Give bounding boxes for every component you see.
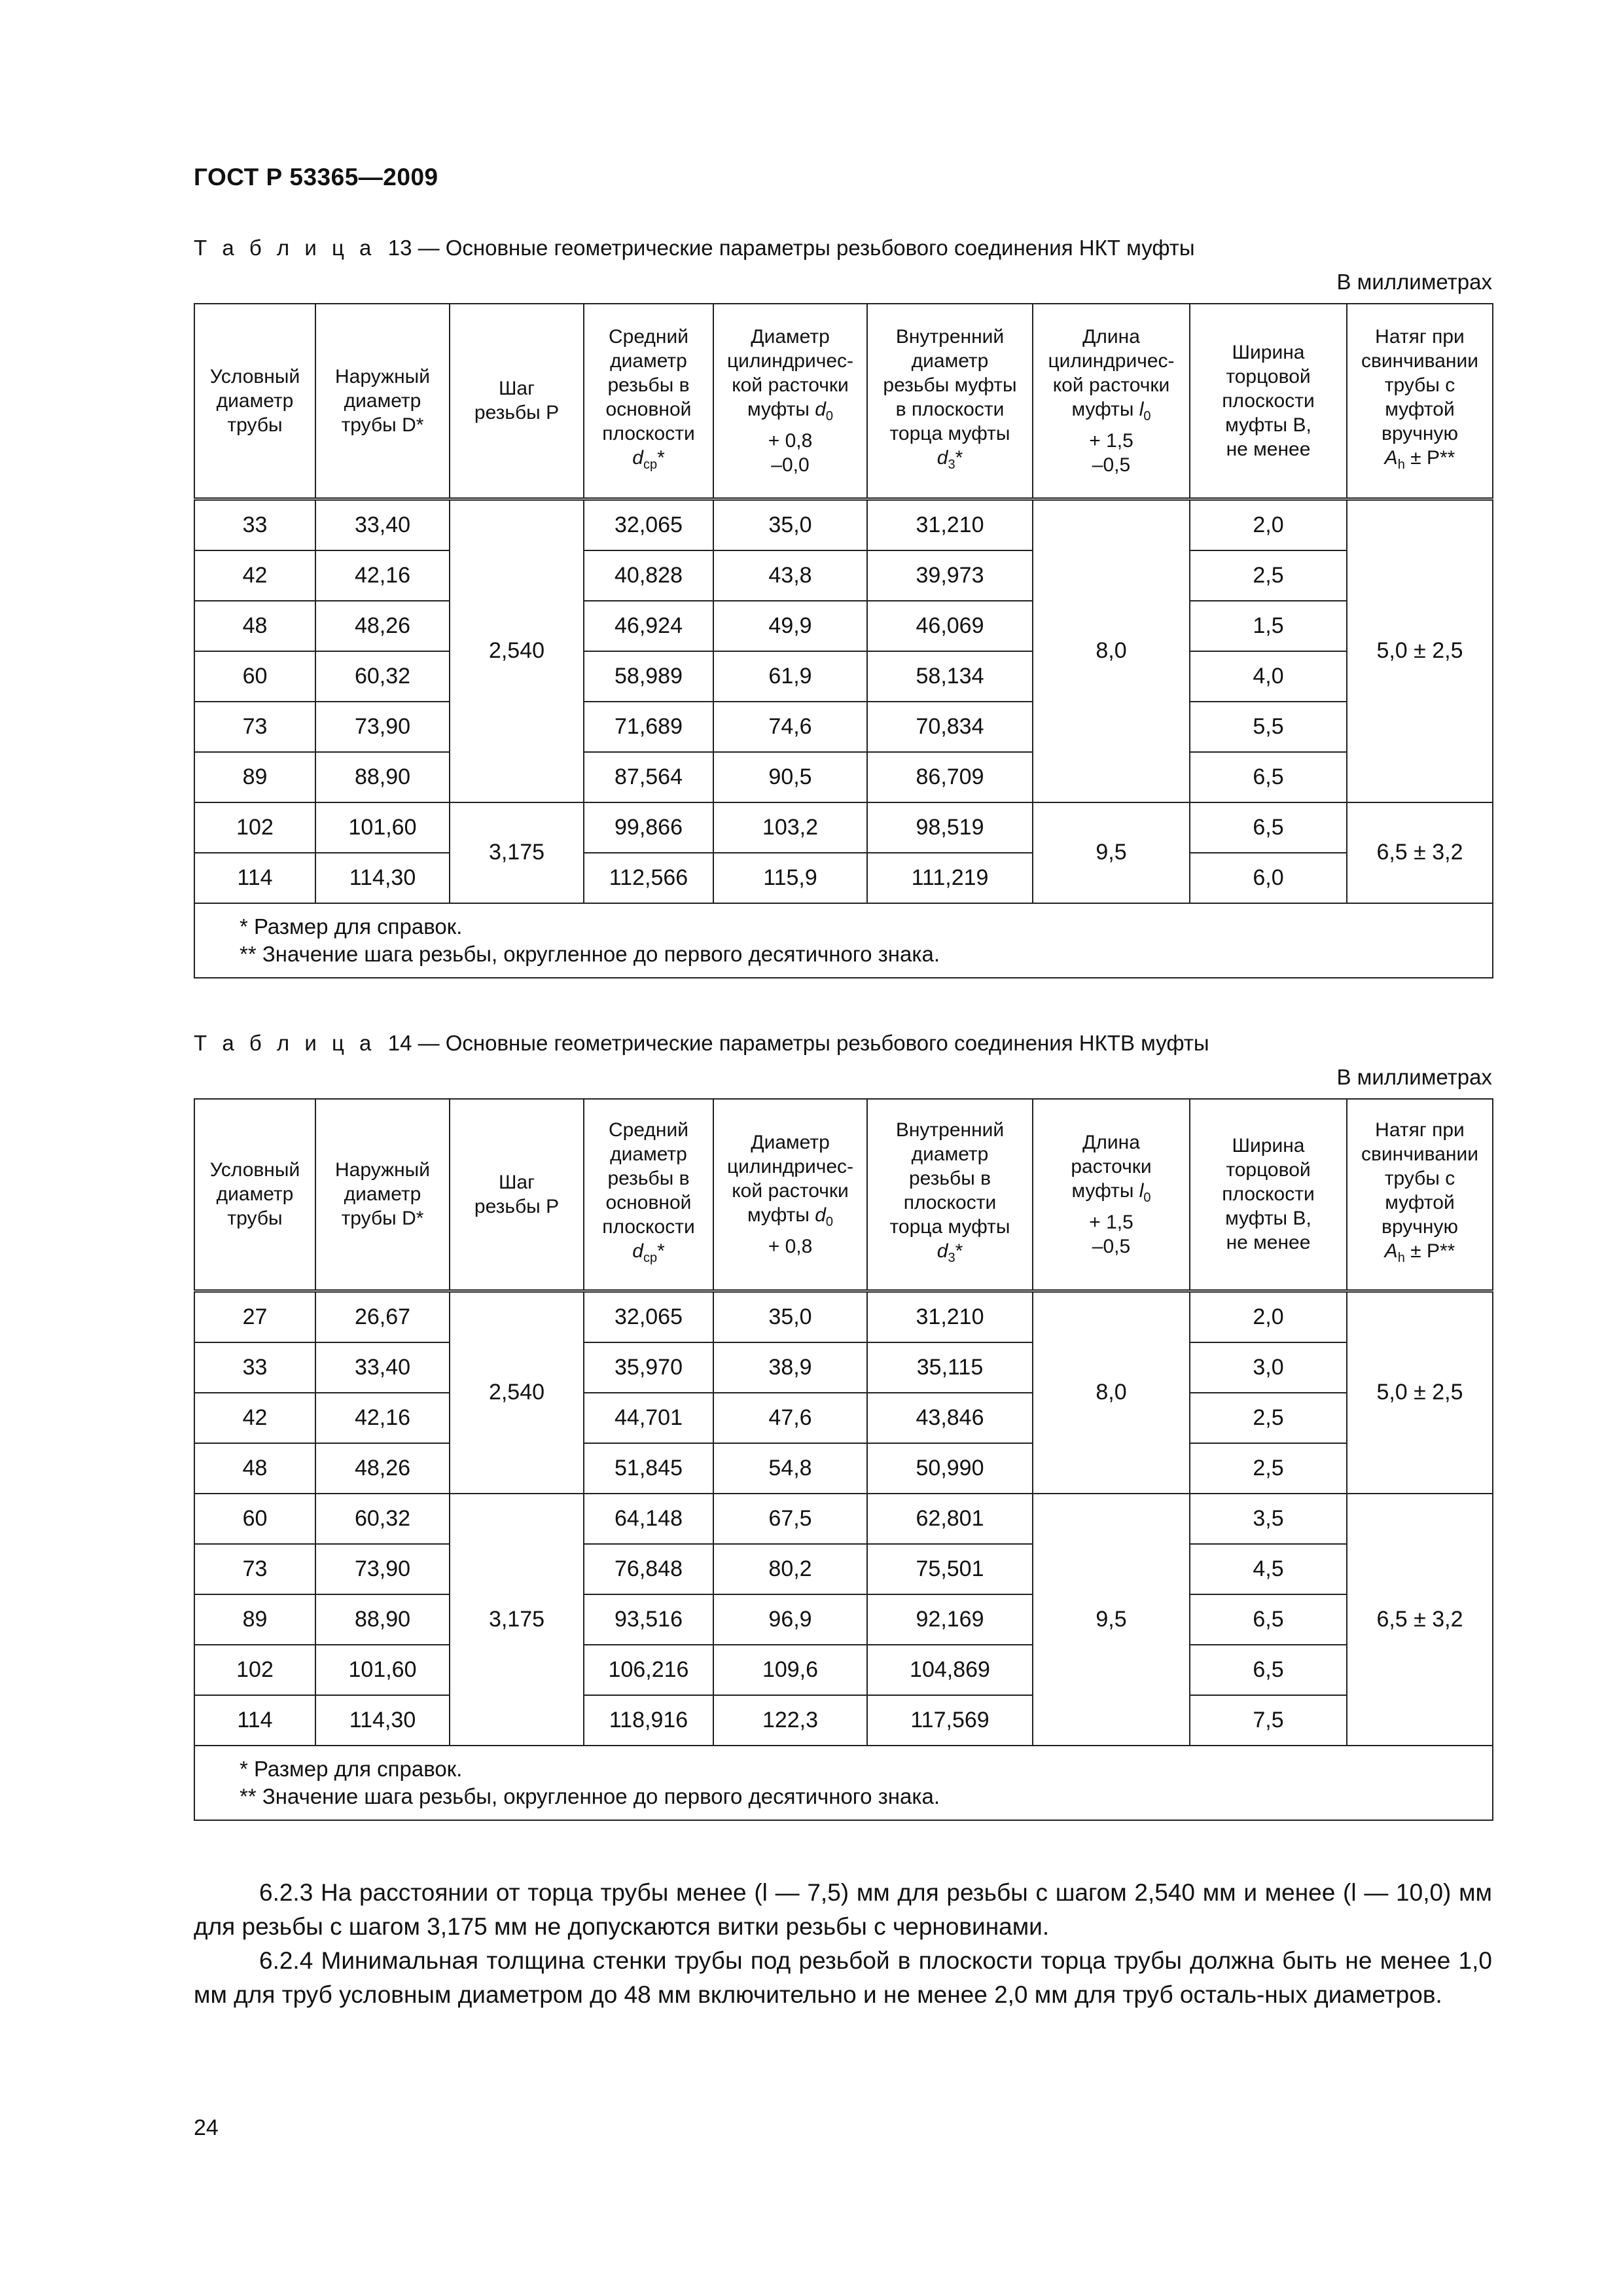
cell-pitch: 3,175 [450, 1494, 584, 1746]
cell-outer: 60,32 [315, 1494, 450, 1544]
cell-outer: 73,90 [315, 1544, 450, 1594]
header-line: муфтой [1385, 398, 1455, 420]
cell-face-width: 2,0 [1190, 499, 1347, 550]
table14-units: В миллиметрах [1336, 1065, 1492, 1089]
table-row [194, 752, 1493, 802]
header-line: трубы D* [341, 1208, 424, 1230]
cell-inner: 39,973 [867, 550, 1033, 601]
cell-nominal: 73 [194, 702, 315, 752]
cell-outer: 33,40 [315, 1342, 450, 1393]
table-footnotes [194, 1746, 1493, 1820]
header-line: основной [605, 1192, 692, 1214]
header-line: диаметр [344, 1183, 421, 1206]
cell-inner: 70,834 [867, 702, 1033, 752]
cell-outer: 114,30 [315, 1695, 450, 1746]
table-row [194, 1443, 1493, 1494]
cell-outer: 101,60 [315, 1645, 450, 1695]
cell-outer: 88,90 [315, 1594, 450, 1645]
cell-face-width: 2,0 [1190, 1291, 1347, 1342]
table-row [194, 1393, 1493, 1443]
cell-inner: 46,069 [867, 601, 1033, 651]
cell-bore: 109,6 [713, 1645, 867, 1695]
cell-mean: 118,916 [584, 1695, 713, 1746]
cell-outer: 114,30 [315, 853, 450, 903]
cell-outer: 73,90 [315, 702, 450, 752]
header-line: плоскости [1222, 389, 1315, 412]
cell-mean: 44,701 [584, 1393, 713, 1443]
table-row [194, 1494, 1493, 1544]
table-row [194, 651, 1493, 702]
header-line: торцовой [1226, 1159, 1311, 1181]
table13-caption [194, 236, 1195, 260]
header-line: Длина [1082, 325, 1140, 348]
header-line: Средний [609, 325, 688, 348]
cell-interference: 6,5 ± 3,2 [1347, 802, 1493, 903]
cell-nominal: 89 [194, 752, 315, 802]
header-line: Шаг [498, 1171, 535, 1193]
table-row [194, 499, 1493, 550]
cell-mean: 71,689 [584, 702, 713, 752]
header-line: диаметр [911, 1143, 989, 1166]
header-line: свинчивании [1361, 1143, 1479, 1166]
header-line: Ширина [1232, 341, 1305, 363]
header-line: $A_h \pm P**$ [1384, 1240, 1455, 1266]
cell-bore: 74,6 [713, 702, 867, 752]
cell-face-width: 4,0 [1190, 651, 1347, 702]
cell-inner: 86,709 [867, 752, 1033, 802]
table14-caption [194, 1031, 1209, 1056]
cell-inner: 75,501 [867, 1544, 1033, 1594]
cell-face-width: 7,5 [1190, 1695, 1347, 1746]
header-line: Условный [209, 1159, 300, 1181]
table-row [194, 1645, 1493, 1695]
cell-face-width: 6,5 [1190, 802, 1347, 853]
cell-pitch: 3,175 [450, 802, 584, 903]
cell-bore: 38,9 [713, 1342, 867, 1393]
cell-face-width: 2,5 [1190, 1393, 1347, 1443]
header-line: + 0,8 [768, 429, 813, 452]
cell-inner: 62,801 [867, 1494, 1033, 1544]
table13-caption-prefix: Т а б л и ц а [194, 236, 376, 260]
table-row [194, 1291, 1493, 1342]
header-line: –0,0 [771, 454, 810, 476]
cell-bore-length: 8,0 [1033, 1291, 1190, 1494]
table-row [194, 853, 1493, 903]
col-bore-length [1033, 304, 1190, 499]
cell-outer: 42,16 [315, 550, 450, 601]
footnote: * Размер для справок. [240, 1756, 463, 1781]
header-line: резьбы P [474, 1195, 560, 1217]
cell-outer: 33,40 [315, 499, 450, 550]
header-line: трубы D* [341, 414, 424, 436]
header-line: муфты $l_0$ [1071, 1179, 1151, 1205]
cell-nominal: 48 [194, 601, 315, 651]
cell-face-width: 5,5 [1190, 702, 1347, 752]
cell-face-width: 2,5 [1190, 550, 1347, 601]
cell-mean: 46,924 [584, 601, 713, 651]
table13 [194, 303, 1493, 978]
cell-bore-length: 9,5 [1033, 1494, 1190, 1746]
header-line: $d_3*$ [936, 1240, 963, 1266]
cell-bore: 49,9 [713, 601, 867, 651]
cell-mean: 40,828 [584, 550, 713, 601]
cell-face-width: 4,5 [1190, 1544, 1347, 1594]
cell-nominal: 73 [194, 1544, 315, 1594]
cell-nominal: 89 [194, 1594, 315, 1645]
cell-face-width: 3,0 [1190, 1342, 1347, 1393]
cell-nominal: 60 [194, 1494, 315, 1544]
header-line: Натяг при [1375, 1119, 1465, 1141]
cell-nominal: 60 [194, 651, 315, 702]
header-line: резьбы муфты [883, 374, 1017, 396]
col-thread-pitch [450, 304, 584, 499]
header-line: муфты B, [1225, 1208, 1311, 1230]
cell-outer: 26,67 [315, 1291, 450, 1342]
header-line: диаметр [610, 350, 687, 372]
header-line: цилиндричес- [726, 350, 854, 372]
header-line: трубы с [1384, 1168, 1455, 1190]
cell-outer: 101,60 [315, 802, 450, 853]
cell-inner: 43,846 [867, 1393, 1033, 1443]
header-line: $d_{ср}*$ [632, 446, 665, 472]
cell-bore-length: 9,5 [1033, 802, 1190, 903]
cell-face-width: 6,5 [1190, 1645, 1347, 1695]
cell-face-width: 6,5 [1190, 752, 1347, 802]
header-line: торца муфты [889, 422, 1010, 444]
col-outer-diameter [315, 1099, 450, 1291]
header-line: резьбы в [908, 1168, 991, 1190]
header-line: –0,5 [1092, 1235, 1131, 1257]
header-line: Длина [1082, 1131, 1140, 1153]
col-thread-pitch [450, 1099, 584, 1291]
col-mean-diameter [584, 304, 713, 499]
cell-mean: 99,866 [584, 802, 713, 853]
cell-nominal: 27 [194, 1291, 315, 1342]
header-line: + 1,5 [1089, 1211, 1133, 1233]
cell-face-width: 2,5 [1190, 1443, 1347, 1494]
cell-nominal: 33 [194, 1342, 315, 1393]
cell-bore: 115,9 [713, 853, 867, 903]
header-line: трубы [227, 1208, 283, 1230]
cell-nominal: 33 [194, 499, 315, 550]
paragraph-6-2-3: 6.2.3 На расстоянии от торца трубы менее (l — 7,5) мм для резьбы с шагом 2,540 мм и менее (l — 10,0) мм для резьбы с шагом 3,175 мм не допускаются витки резьбы с черновинами. [194, 1879, 1492, 1940]
footnotes-cell [194, 903, 1493, 978]
table-row [194, 1342, 1493, 1393]
header-line: $A_h \pm P**$ [1384, 446, 1455, 472]
footnotes-cell [194, 1746, 1493, 1820]
header-line: торца муфты [889, 1216, 1010, 1238]
header-line: резьбы P [474, 402, 560, 424]
cell-bore: 61,9 [713, 651, 867, 702]
col-bore-diameter [713, 304, 867, 499]
cell-nominal: 48 [194, 1443, 315, 1494]
table-footnotes [194, 903, 1493, 978]
cell-inner: 92,169 [867, 1594, 1033, 1645]
header-line: диаметр [911, 350, 989, 372]
col-mean-diameter [584, 1099, 713, 1291]
header-line: в плоскости [895, 398, 1005, 420]
header-line: расточки [1071, 1155, 1152, 1177]
cell-mean: 58,989 [584, 651, 713, 702]
table-row [194, 702, 1493, 752]
table-row [194, 550, 1493, 601]
cell-mean: 51,845 [584, 1443, 713, 1494]
cell-bore: 67,5 [713, 1494, 867, 1544]
cell-bore: 35,0 [713, 1291, 867, 1342]
header-line: Шаг [498, 378, 535, 400]
header-line: Внутренний [895, 1119, 1005, 1141]
cell-inner: 117,569 [867, 1695, 1033, 1746]
header-line: $d_{ср}*$ [632, 1240, 665, 1266]
footnote: ** Значение шага резьбы, округленное до первого десятичного знака. [240, 1784, 940, 1808]
cell-inner: 50,990 [867, 1443, 1033, 1494]
cell-mean: 64,148 [584, 1494, 713, 1544]
cell-outer: 42,16 [315, 1393, 450, 1443]
cell-inner: 104,869 [867, 1645, 1033, 1695]
header-line: кой расточки [732, 1179, 849, 1202]
cell-outer: 48,26 [315, 1443, 450, 1494]
col-interference [1347, 1099, 1493, 1291]
col-bore-length [1033, 1099, 1190, 1291]
cell-face-width: 6,0 [1190, 853, 1347, 903]
cell-mean: 35,970 [584, 1342, 713, 1393]
cell-interference: 5,0 ± 2,5 [1347, 499, 1493, 802]
cell-face-width: 1,5 [1190, 601, 1347, 651]
header-line: $d_3*$ [936, 446, 963, 472]
header-line: Диаметр [751, 325, 830, 348]
header-line: + 1,5 [1089, 429, 1133, 452]
table14 [194, 1098, 1493, 1821]
col-interference [1347, 304, 1493, 499]
footnote: * Размер для справок. [240, 914, 463, 939]
header-line: + 0,8 [768, 1235, 813, 1257]
cell-nominal: 42 [194, 550, 315, 601]
cell-inner: 31,210 [867, 499, 1033, 550]
cell-pitch: 2,540 [450, 1291, 584, 1494]
cell-mean: 32,065 [584, 1291, 713, 1342]
header-line: резьбы в [607, 1168, 690, 1190]
cell-mean: 87,564 [584, 752, 713, 802]
col-face-width [1190, 1099, 1347, 1291]
cell-mean: 106,216 [584, 1645, 713, 1695]
col-inner-diameter [867, 304, 1033, 499]
header-line: муфты B, [1225, 414, 1311, 436]
header-line: плоскости [602, 422, 695, 444]
cell-bore: 43,8 [713, 550, 867, 601]
header-line: Внутренний [895, 325, 1005, 348]
cell-bore: 96,9 [713, 1594, 867, 1645]
header-line: Натяг при [1375, 325, 1465, 348]
table-row [194, 1544, 1493, 1594]
header-line: Диаметр [751, 1131, 830, 1153]
header-line: трубы [227, 414, 283, 436]
col-inner-diameter [867, 1099, 1033, 1291]
cell-pitch: 2,540 [450, 499, 584, 802]
header-line: плоскости [903, 1192, 997, 1214]
header-line: плоскости [602, 1216, 695, 1238]
header-line: Условный [209, 365, 300, 387]
header-line: Наружный [335, 1159, 430, 1181]
table14-caption-prefix: Т а б л и ц а [194, 1031, 376, 1055]
cell-bore: 54,8 [713, 1443, 867, 1494]
header-line: кой расточки [1052, 374, 1170, 396]
header-line: трубы с [1384, 374, 1455, 396]
header-line: не менее [1226, 1232, 1311, 1254]
header-line: не менее [1226, 438, 1311, 460]
header-line: диаметр [216, 389, 294, 412]
cell-bore: 47,6 [713, 1393, 867, 1443]
paragraph-6-2-4: 6.2.4 Минимальная толщина стенки трубы под резьбой в плоскости торца трубы должна быть не менее 1,0 мм для труб условным диаметром до 48 мм включительно и не менее 2,0 мм для труб осталь-ных диаметров. [194, 1947, 1492, 2008]
table14-caption-text: 14 — Основные геометрические параметры резьбового соединения НКТВ муфты [387, 1031, 1209, 1055]
cell-nominal: 114 [194, 1695, 315, 1746]
cell-inner: 111,219 [867, 853, 1033, 903]
cell-inner: 31,210 [867, 1291, 1033, 1342]
header-line: вручную [1382, 1216, 1458, 1238]
cell-mean: 93,516 [584, 1594, 713, 1645]
cell-interference: 5,0 ± 2,5 [1347, 1291, 1493, 1494]
header-line: муфтой [1385, 1192, 1455, 1214]
cell-inner: 35,115 [867, 1342, 1033, 1393]
document-header: ГОСТ Р 53365—2009 [194, 164, 438, 190]
header-line: диаметр [344, 389, 421, 412]
header-line: Ширина [1232, 1135, 1305, 1157]
header-line: основной [605, 398, 692, 420]
header-line: Наружный [335, 365, 430, 387]
header-line: муфты $l_0$ [1071, 398, 1151, 423]
cell-mean: 112,566 [584, 853, 713, 903]
header-line: цилиндричес- [726, 1155, 854, 1177]
table13-units: В миллиметрах [1336, 270, 1492, 294]
header-line: муфты $d_0$ [747, 398, 834, 423]
col-nominal-diameter [194, 1099, 315, 1291]
cell-mean: 32,065 [584, 499, 713, 550]
header-line: торцовой [1226, 365, 1311, 387]
header-line: –0,5 [1092, 454, 1131, 476]
cell-outer: 60,32 [315, 651, 450, 702]
cell-bore: 122,3 [713, 1695, 867, 1746]
cell-nominal: 102 [194, 802, 315, 853]
header-line: плоскости [1222, 1183, 1315, 1206]
header-line: диаметр [610, 1143, 687, 1166]
header-line: кой расточки [732, 374, 849, 396]
header-line: муфты $d_0$ [747, 1204, 834, 1229]
cell-bore: 35,0 [713, 499, 867, 550]
header-line: вручную [1382, 422, 1458, 444]
cell-bore-length: 8,0 [1033, 499, 1190, 802]
cell-inner: 98,519 [867, 802, 1033, 853]
col-face-width [1190, 304, 1347, 499]
col-nominal-diameter [194, 304, 315, 499]
cell-bore: 90,5 [713, 752, 867, 802]
header-line: диаметр [216, 1183, 294, 1206]
footnote: ** Значение шага резьбы, округленное до первого десятичного знака. [240, 941, 940, 966]
cell-nominal: 102 [194, 1645, 315, 1695]
cell-nominal: 114 [194, 853, 315, 903]
col-bore-diameter [713, 1099, 867, 1291]
header-line: свинчивании [1361, 350, 1479, 372]
cell-outer: 88,90 [315, 752, 450, 802]
table-row [194, 1695, 1493, 1746]
table13-caption-text: 13 — Основные геометрические параметры резьбового соединения НКТ муфты [387, 236, 1195, 260]
header-line: Средний [609, 1119, 688, 1141]
col-outer-diameter [315, 304, 450, 499]
cell-bore: 80,2 [713, 1544, 867, 1594]
header-line: цилиндричес- [1048, 350, 1175, 372]
cell-face-width: 3,5 [1190, 1494, 1347, 1544]
header-line: резьбы в [607, 374, 690, 396]
table-row [194, 601, 1493, 651]
page-number: 24 [194, 2115, 219, 2140]
cell-outer: 48,26 [315, 601, 450, 651]
table-row [194, 802, 1493, 853]
table-row [194, 1594, 1493, 1645]
cell-face-width: 6,5 [1190, 1594, 1347, 1645]
cell-inner: 58,134 [867, 651, 1033, 702]
cell-nominal: 42 [194, 1393, 315, 1443]
cell-mean: 76,848 [584, 1544, 713, 1594]
cell-bore: 103,2 [713, 802, 867, 853]
cell-interference: 6,5 ± 3,2 [1347, 1494, 1493, 1746]
